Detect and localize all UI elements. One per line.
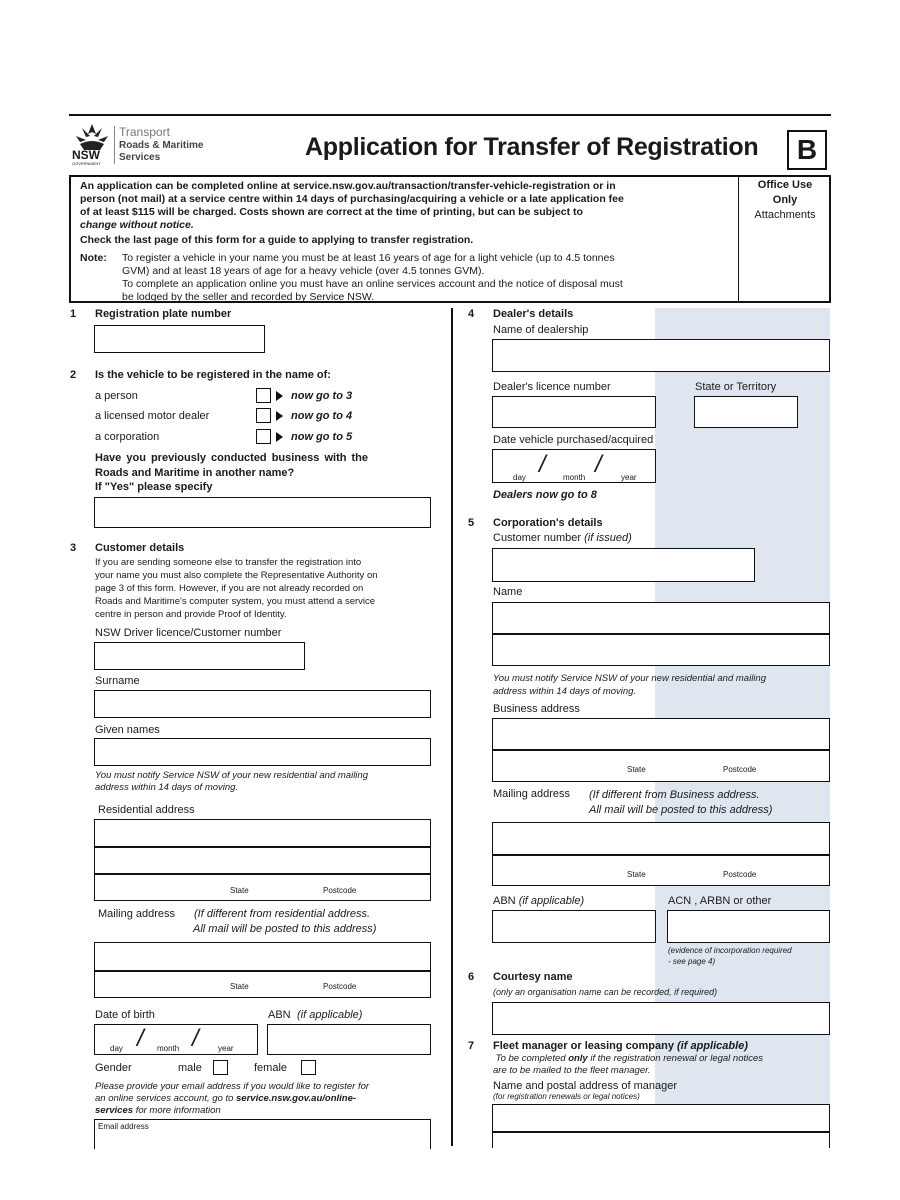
prev-business-q3: If "Yes" please specify [95, 481, 213, 493]
right-mailing-note2: All mail will be posted to this address) [589, 804, 773, 816]
email-paragraph [95, 1081, 431, 1117]
evidence-2: - see page 4) [668, 957, 716, 966]
manager-note: (for registration renewals or legal notices) [493, 1092, 640, 1101]
surname-input[interactable] [94, 690, 431, 718]
note1a: To register a vehicle in your name you must be at least 16 years of age for a light vehicle (up to 4.5 tonnes [122, 252, 615, 264]
option-dealer-label: a licensed motor dealer [95, 410, 210, 422]
purch-slash-1: / [539, 451, 546, 478]
right-mailing-address-input[interactable] [492, 822, 830, 886]
bus-postcode-label: Postcode [723, 765, 757, 774]
option-corp-checkbox[interactable] [256, 429, 271, 444]
section-7-title [493, 1040, 748, 1052]
logo-services: Services [119, 152, 161, 163]
prev-business-q2: Roads and Maritime in another name? [95, 467, 295, 479]
purch-month: month [563, 473, 586, 482]
evidence-1: (evidence of incorporation required [668, 946, 792, 955]
office-only: Only [772, 194, 798, 206]
section-2-number: 2 [70, 369, 77, 381]
plate-number-input[interactable] [94, 325, 265, 353]
option-dealer-checkbox[interactable] [256, 408, 271, 423]
female-label: female [254, 1062, 288, 1074]
email-link[interactable]: service.nsw.gov.au/online- [236, 1093, 357, 1104]
right-mailing-note1: (If different from Business address. [589, 789, 760, 801]
section-6-title: Courtesy name [493, 971, 573, 983]
section-6-number: 6 [468, 971, 475, 983]
note2a: To complete an application online you must have an online services account and the notice of disposal must [122, 278, 623, 290]
section-3-paragraph [95, 556, 378, 621]
dob-year: year [218, 1044, 234, 1053]
s3-line2: your name you must also complete the Representative Authority on [95, 570, 378, 581]
attachments: Attachments [754, 209, 816, 221]
divider [493, 1131, 829, 1133]
manager-label: Name and postal address of manager [493, 1080, 678, 1092]
s3-line4: Roads and Maritime's computer system, you must attend a service [95, 596, 376, 607]
intro-text [80, 180, 732, 232]
dealer-licence-label: Dealer's licence number [493, 381, 611, 393]
left-abn-note: (if applicable) [297, 1009, 363, 1021]
section-3-number: 3 [70, 542, 77, 554]
section-3-title: Customer details [95, 542, 185, 554]
right-mailing-label: Mailing address [493, 788, 571, 800]
s7-only: only [568, 1053, 588, 1064]
manager-address-input[interactable] [492, 1104, 830, 1148]
surname-label: Surname [95, 675, 140, 687]
section-2-title: Is the vehicle to be registered in the name of: [95, 369, 331, 381]
page-title: Application for Transfer of Registration [305, 133, 759, 161]
dob-input[interactable] [94, 1024, 258, 1055]
divider [95, 846, 430, 848]
logo-transport: Transport [119, 125, 170, 139]
section-7-title-text: Fleet manager or leasing company [493, 1040, 674, 1052]
top-rule [69, 114, 831, 116]
form-letter-box [787, 130, 827, 170]
dealers-goto: Dealers now go to 8 [493, 489, 597, 501]
logo-gov-text: GOVERNMENT [72, 161, 101, 166]
state-territory-input[interactable] [694, 396, 798, 428]
email-input[interactable] [94, 1119, 431, 1149]
customer-number-input[interactable] [492, 548, 755, 582]
licence-label: NSW Driver licence/Customer number [95, 627, 282, 639]
divider [493, 633, 829, 635]
gender-label: Gender [95, 1062, 132, 1074]
corp-name-input[interactable] [492, 602, 830, 666]
right-abn-note: (if applicable) [518, 895, 585, 907]
section-1-title: Registration plate number [95, 308, 232, 320]
intro-line2: person (not mail) at a service centre within 14 days of purchasing/acquiring a vehicle or a late application fee [80, 193, 624, 205]
note-text [122, 252, 623, 304]
option-person-goto: now go to 3 [291, 390, 353, 402]
dob-day: day [110, 1044, 123, 1053]
residential-address-input[interactable] [94, 819, 431, 901]
bus-state-label: State [627, 765, 646, 774]
section-7-title-note: (if applicable) [677, 1040, 748, 1052]
arrow-icon [276, 411, 283, 421]
logo-roads: Roads & Maritime [119, 140, 204, 151]
business-address-label: Business address [493, 703, 580, 715]
s3-line3: page 3 of this form. However, if you are not already recorded on [95, 583, 364, 594]
email-line2 [95, 1093, 431, 1105]
res-state-label: State [230, 886, 249, 895]
section-7-number: 7 [468, 1040, 475, 1052]
s7-line1c: if the registration renewal or legal notices [590, 1053, 764, 1064]
s3-line1: If you are sending someone else to transfer the registration into [95, 557, 362, 568]
purch-year: year [621, 473, 637, 482]
prev-business-q1: Have you previously conducted business with the [95, 452, 369, 464]
s7-line2: are to be mailed to the fleet manager. [493, 1065, 651, 1076]
evidence-note [668, 945, 792, 967]
left-mailing-address-input[interactable] [94, 942, 431, 998]
courtesy-name-input[interactable] [492, 1002, 830, 1035]
divider [95, 970, 430, 972]
left-mailing-note1: (If different from residential address. [194, 908, 371, 920]
left-notify-2: address within 14 days of moving. [95, 782, 239, 793]
option-corp-goto: now go to 5 [291, 431, 353, 443]
arrow-icon [276, 432, 283, 442]
male-checkbox[interactable] [213, 1060, 228, 1075]
customer-number-text: Customer number [493, 532, 582, 544]
date-purchased-input[interactable] [492, 449, 656, 483]
intro-line1: An application can be completed online at service.nsw.gov.au/transaction/transfer-vehicle-registration or in [80, 180, 616, 192]
intro-line3: of at least $115 will be charged. Costs shown are correct at the time of printing, but can be subject to [80, 206, 583, 218]
email-line3b: for more information [135, 1105, 221, 1116]
s7-line1a: To be completed [495, 1053, 566, 1064]
left-abn-input[interactable] [267, 1024, 431, 1055]
res-postcode-label: Postcode [323, 886, 357, 895]
email-line2a: an online services account, go to [95, 1093, 234, 1104]
left-notify-text [95, 770, 368, 794]
left-notify-1: You must notify Service NSW of your new residential and mailing [95, 770, 368, 781]
male-label: male [178, 1062, 202, 1074]
intro-check: Check the last page of this form for a guide to applying to transfer registration. [80, 234, 474, 246]
business-address-input[interactable] [492, 718, 830, 782]
left-mailing-label: Mailing address [98, 908, 176, 920]
s7-line1 [493, 1053, 763, 1065]
left-mailing-note2: All mail will be posted to this address) [193, 923, 377, 935]
section-5-title: Corporation's details [493, 517, 603, 529]
right-abn-input[interactable] [492, 910, 656, 943]
divider [493, 749, 829, 751]
state-territory-label: State or Territory [695, 381, 777, 393]
note1b: GVM) and at least 18 years of age for a heavy vehicle (over 4.5 tonnes GVM). [122, 265, 485, 277]
dob-slash-1: / [137, 1025, 144, 1052]
purch-slash-2: / [595, 451, 602, 478]
note2b: be lodged by the seller and recorded by Service NSW. [122, 291, 375, 303]
residential-label: Residential address [98, 804, 195, 816]
intro-divider [738, 177, 739, 301]
mail-state-label: State [230, 982, 249, 991]
right-abn-text: ABN [493, 895, 516, 907]
rmail-postcode-label: Postcode [723, 870, 757, 879]
logo-nsw-text: NSW [72, 148, 100, 162]
section-4-number: 4 [468, 308, 475, 320]
right-notify-1: You must notify Service NSW of your new residential and mailing [493, 673, 766, 684]
section-1-number: 1 [70, 308, 77, 320]
licence-input[interactable] [94, 642, 305, 670]
s3-line5: centre in person and provide Proof of Identity. [95, 609, 287, 620]
divider [493, 854, 829, 856]
prev-business-input[interactable] [94, 497, 431, 528]
section-5-number: 5 [468, 517, 475, 529]
dob-label: Date of birth [95, 1009, 155, 1021]
date-purchased-label: Date vehicle purchased/acquired [493, 434, 654, 446]
dealership-input[interactable] [492, 339, 830, 372]
given-names-label: Given names [95, 724, 160, 736]
option-person-label: a person [95, 390, 138, 402]
logo-divider [114, 126, 115, 164]
dealer-licence-input[interactable] [492, 396, 656, 428]
acn-input[interactable] [667, 910, 830, 943]
right-notify-2: address within 14 days of moving. [493, 686, 637, 697]
column-divider [451, 308, 453, 1146]
option-dealer-goto: now go to 4 [291, 410, 353, 422]
purch-day: day [513, 473, 526, 482]
email-label: Email address [98, 1122, 149, 1131]
customer-number-note: (if issued) [584, 532, 632, 544]
email-link-2[interactable]: services [95, 1105, 134, 1116]
email-line1: Please provide your email address if you would like to register for [95, 1081, 370, 1092]
divider [95, 873, 430, 875]
note-label: Note: [80, 252, 107, 264]
nsw-logo [70, 122, 114, 166]
option-person-checkbox[interactable] [256, 388, 271, 403]
office-use: Office Use [757, 179, 813, 191]
arrow-icon [276, 391, 283, 401]
dob-slash-2: / [192, 1025, 199, 1052]
right-abn-label [493, 895, 584, 907]
customer-number-label [493, 532, 632, 544]
section-4-title: Dealer's details [493, 308, 574, 320]
right-notify-text [493, 672, 766, 698]
dob-month: month [157, 1044, 180, 1053]
acn-label: ACN , ARBN or other [668, 895, 772, 907]
corp-name-label: Name [493, 586, 523, 598]
dealership-label: Name of dealership [493, 324, 589, 336]
section-6-note: (only an organisation name can be recorded, if required) [493, 987, 718, 997]
rmail-state-label: State [627, 870, 646, 879]
email-line3 [95, 1105, 431, 1117]
left-abn-label: ABN [268, 1009, 291, 1021]
intro-line4: change without notice. [80, 219, 194, 231]
mail-postcode-label: Postcode [323, 982, 357, 991]
option-corp-label: a corporation [95, 431, 160, 443]
given-names-input[interactable] [94, 738, 431, 766]
female-checkbox[interactable] [301, 1060, 316, 1075]
section-7-paragraph [493, 1053, 763, 1077]
form-letter: B [796, 134, 818, 165]
